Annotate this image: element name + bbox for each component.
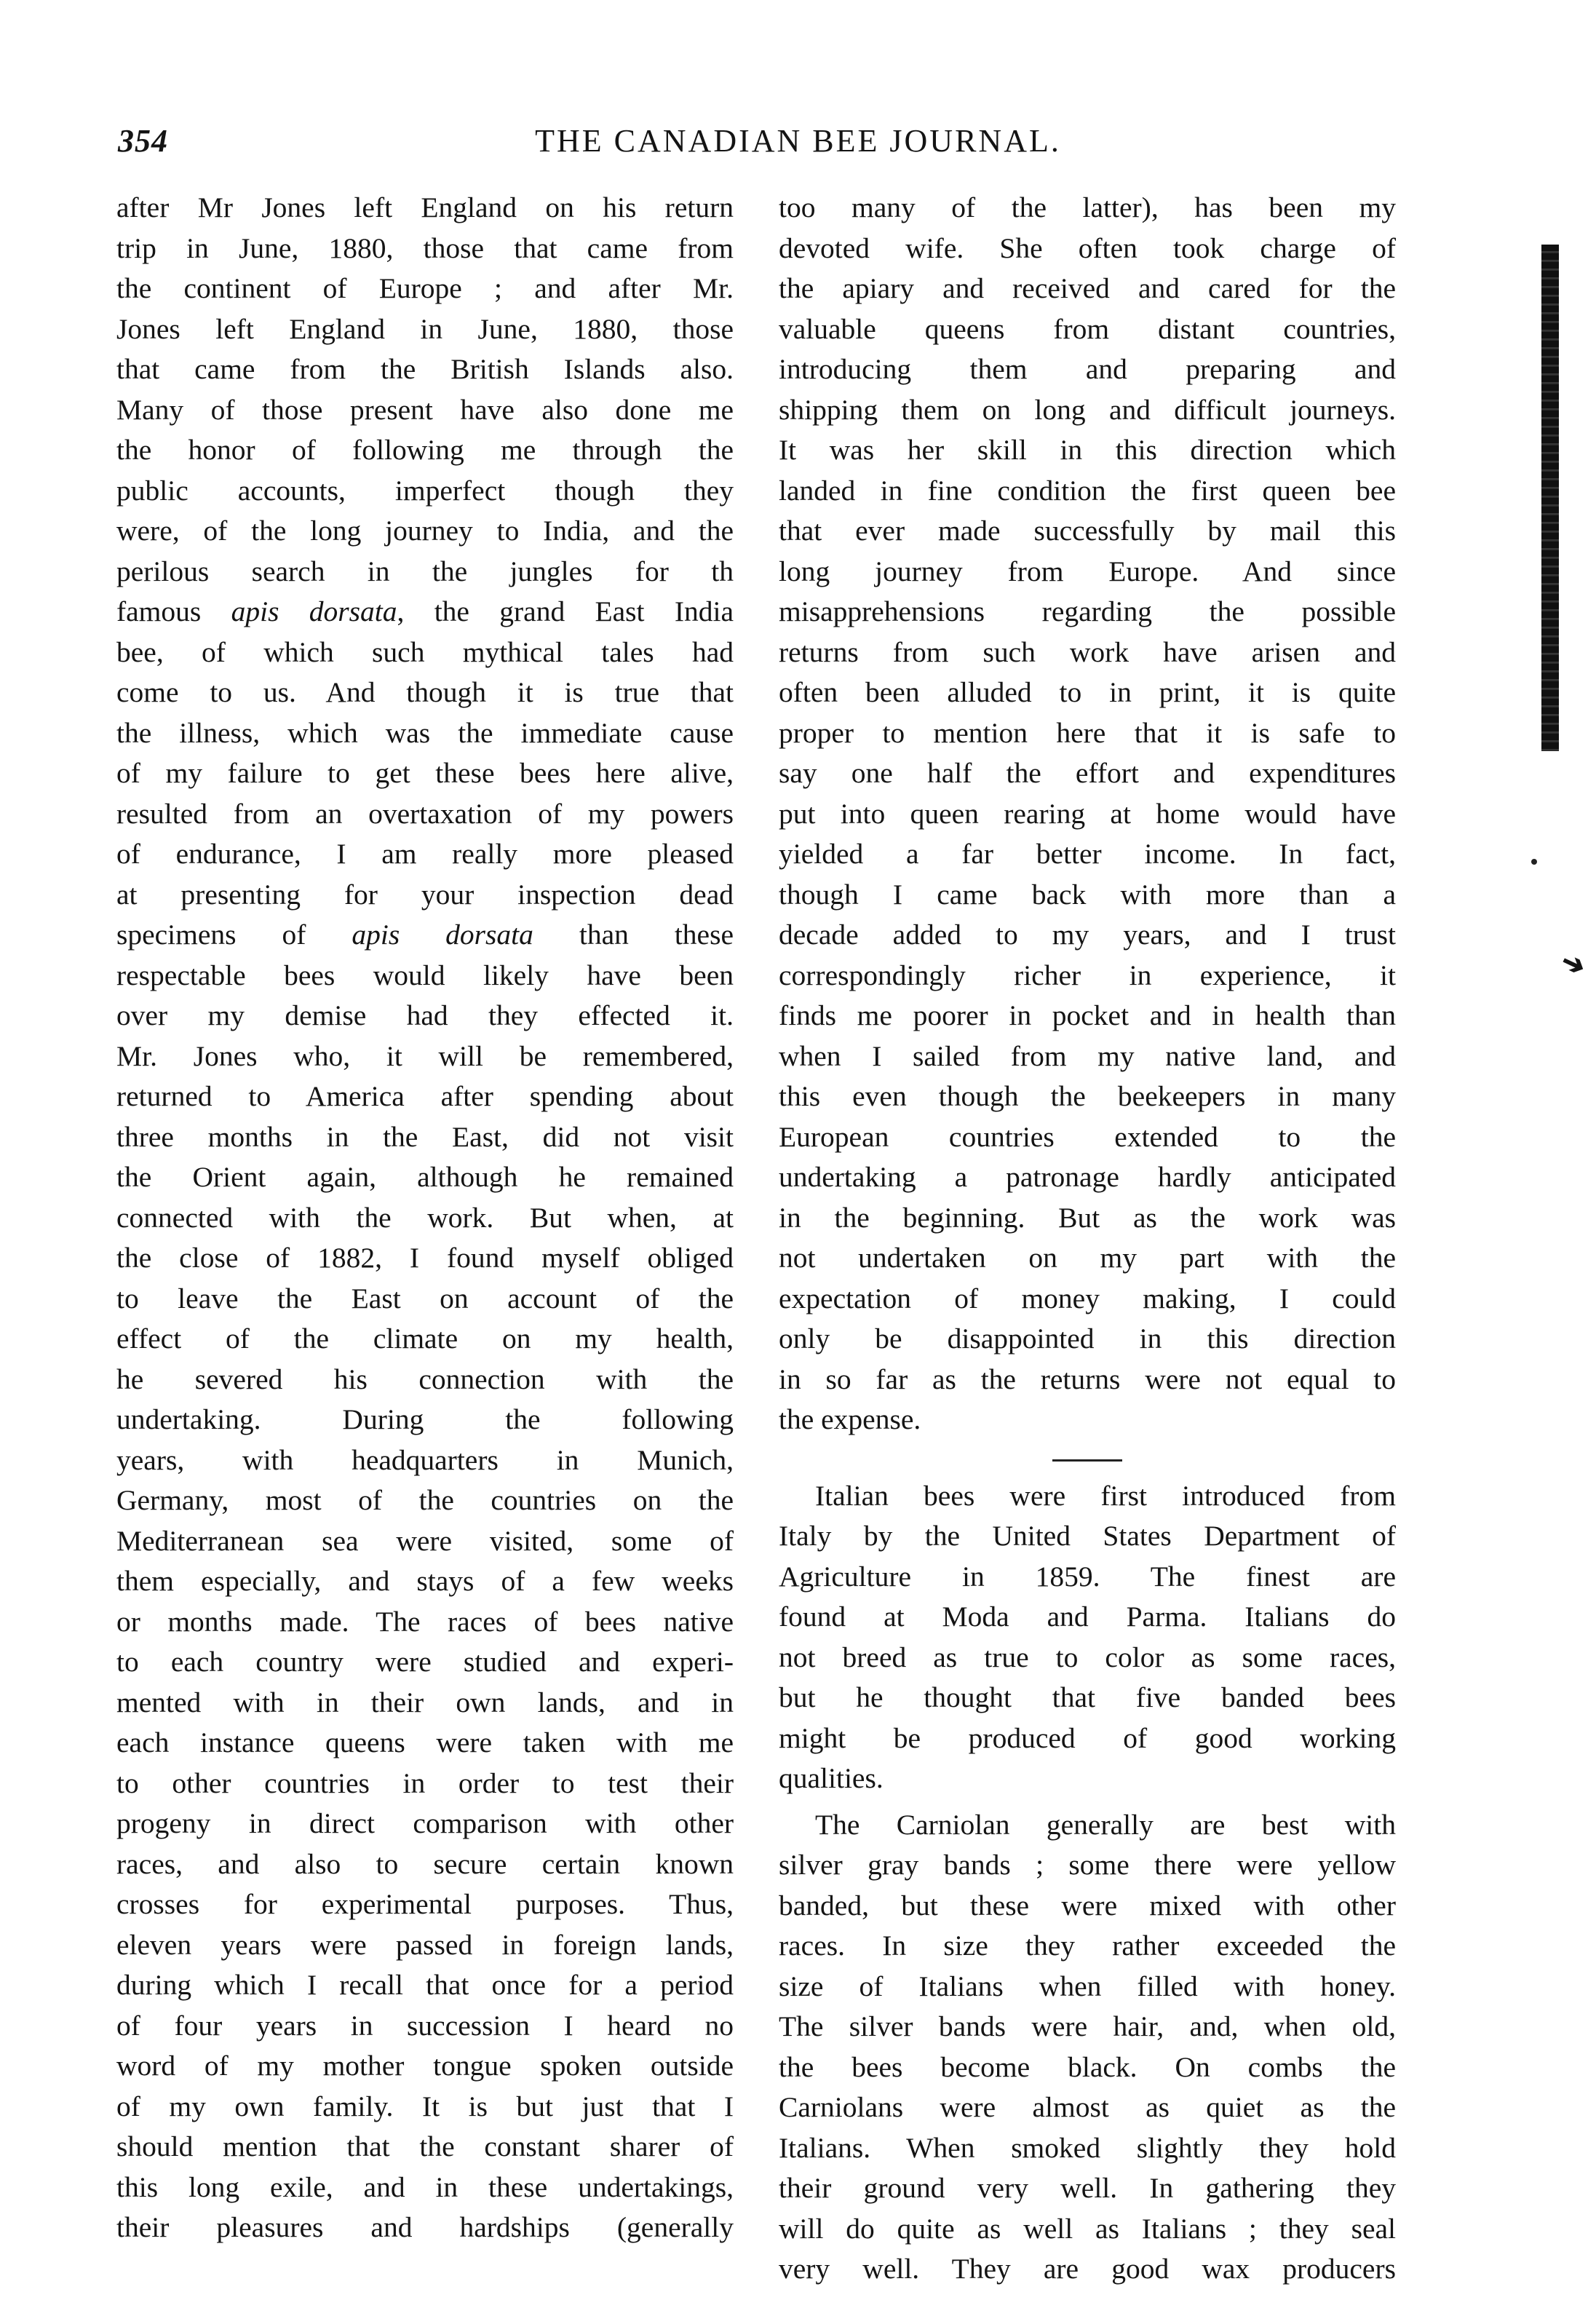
text-line: Agriculture in 1859. The finest are xyxy=(779,1560,1396,1593)
text-line: landed in fine condition the first queen bee xyxy=(779,474,1396,507)
text-line: Germany, most of the countries on the xyxy=(116,1484,734,1516)
text-line: three months in the East, did not visit xyxy=(116,1120,734,1153)
text-line: to each country were studied and experi- xyxy=(116,1646,734,1678)
text-line: often been alluded to in print, it is quite xyxy=(779,676,1396,708)
text-line: the illness, which was the immediate cause xyxy=(116,716,734,749)
text-line: when I sailed from my native land, and xyxy=(779,1039,1396,1072)
text-line: in so far as the returns were not equal to xyxy=(779,1363,1396,1395)
running-head: THE CANADIAN BEE JOURNAL. xyxy=(535,123,1061,159)
text-line: too many of the latter), has been my xyxy=(779,191,1396,223)
text-line: found at Moda and Parma. Italians do xyxy=(779,1601,1396,1633)
species-name: apis dorsata xyxy=(231,595,397,627)
text-line: but he thought that five banded bees xyxy=(779,1681,1396,1713)
text-line: to leave the East on account of the xyxy=(116,1282,734,1314)
text-line: were, of the long journey to India, and the xyxy=(116,515,734,547)
text-line: connected with the work. But when, at xyxy=(116,1201,734,1234)
text-line: races, and also to secure certain known xyxy=(116,1847,734,1880)
left-column xyxy=(116,188,734,2248)
text-line: the close of 1882, I found myself obliged xyxy=(116,1242,734,1274)
text-line: at presenting for your inspection dead xyxy=(116,878,734,911)
text-line: correspondingly richer in experience, it xyxy=(779,959,1396,991)
text-line: progeny in direct comparison with other xyxy=(116,1807,734,1839)
text-line: Mr. Jones who, it will be remembered, xyxy=(116,1039,734,1072)
text-line: eleven years were passed in foreign lands, xyxy=(116,1928,734,1961)
text-line: should mention that the constant sharer of xyxy=(116,2130,734,2162)
text-line: crosses for experimental purposes. Thus, xyxy=(116,1888,734,1920)
text-line: expectation of money making, I could xyxy=(779,1282,1396,1314)
text-line: put into queen rearing at home would have xyxy=(779,797,1396,830)
text-line: not breed as true to color as some races, xyxy=(779,1641,1396,1673)
text-line: of four years in succession I heard no xyxy=(116,2009,734,2042)
text-line: after Mr Jones left England on his return xyxy=(116,191,734,223)
text-line: misapprehensions regarding the possible xyxy=(779,595,1396,627)
text-line: respectable bees would likely have been xyxy=(116,959,734,991)
text-line: famous apis dorsata, the grand East India xyxy=(116,595,734,627)
text-line: though I came back with more than a xyxy=(779,878,1396,911)
text-line: Italian bees were first introduced from xyxy=(815,1479,1396,1512)
text-line: races. In size they rather exceeded the xyxy=(779,1930,1396,1962)
section-divider xyxy=(1052,1459,1122,1462)
text-line: mented with in their own lands, and in xyxy=(116,1686,734,1718)
text-line: the bees become black. On combs the xyxy=(779,2050,1396,2083)
text-line: perilous search in the jungles for th xyxy=(116,555,734,587)
text-line: undertaking a patronage hardly anticipated xyxy=(779,1161,1396,1193)
text-line: their pleasures and hardships (generally xyxy=(116,2211,734,2243)
text-line: Mediterranean sea were visited, some of xyxy=(116,1524,734,1557)
paragraph-gap xyxy=(779,1799,1396,1805)
text-line: size of Italians when filled with honey. xyxy=(779,1970,1396,2002)
text-line: might be produced of good working xyxy=(779,1721,1396,1754)
text-line: The Carniolan generally are best with xyxy=(815,1808,1396,1841)
text-line: of endurance, I am really more pleased xyxy=(116,838,734,870)
text-line: trip in June, 1880, those that came from xyxy=(116,231,734,264)
text-line: decade added to my years, and I trust xyxy=(779,919,1396,951)
paragraph-carniolan-bees xyxy=(779,1805,1396,2290)
text-line: say one half the effort and expenditures xyxy=(779,757,1396,789)
text-line: years, with headquarters in Munich, xyxy=(116,1443,734,1476)
text-line: very well. They are good wax producers xyxy=(779,2253,1396,2285)
text-line: returned to America after spending about xyxy=(116,1080,734,1112)
text-line: shipping them on long and difficult journeys. xyxy=(779,393,1396,426)
margin-tick-mark: ➔ xyxy=(1556,945,1591,983)
text-line: introducing them and preparing and xyxy=(779,353,1396,385)
text-line: he severed his connection with the xyxy=(116,1363,734,1395)
text-line: the continent of Europe ; and after Mr. xyxy=(116,272,734,304)
text-line: long journey from Europe. And since xyxy=(779,555,1396,587)
text-line: of my own family. It is but just that I xyxy=(116,2090,734,2122)
text-line: yielded a far better income. In fact, xyxy=(779,838,1396,870)
text-line: proper to mention here that it is safe to xyxy=(779,716,1396,749)
text-line: Italy by the United States Department of xyxy=(779,1520,1396,1552)
text-line: European countries extended to the xyxy=(779,1120,1396,1153)
text-line: specimens of apis dorsata than these xyxy=(116,919,734,951)
text-line: only be disappointed in this direction xyxy=(779,1322,1396,1355)
text-line: not undertaken on my part with the xyxy=(779,1242,1396,1274)
text-line: undertaking. During the following xyxy=(116,1403,734,1435)
text-line: returns from such work have arisen and xyxy=(779,635,1396,668)
text-line: over my demise had they effected it. xyxy=(116,999,734,1031)
text-line: their ground very well. In gathering they xyxy=(779,2172,1396,2204)
text-line: in the beginning. But as the work was xyxy=(779,1201,1396,1234)
text-line: Carniolans were almost as quiet as the xyxy=(779,2091,1396,2123)
margin-scan-bar xyxy=(1541,245,1559,751)
text-line: or months made. The races of bees native xyxy=(116,1605,734,1638)
text-line: Jones left England in June, 1880, those xyxy=(116,312,734,345)
text-line: them especially, and stays of a few weeks xyxy=(116,1565,734,1597)
text-line: Many of those present have also done me xyxy=(116,393,734,426)
text-line: effect of the climate on my health, xyxy=(116,1322,734,1355)
text-line: The silver bands were hair, and, when old, xyxy=(779,2010,1396,2042)
text-line: public accounts, imperfect though they xyxy=(116,474,734,507)
text-line: each instance queens were taken with me xyxy=(116,1726,734,1758)
text-line: banded, but these were mixed with other xyxy=(779,1889,1396,1922)
paragraph-wife-expense xyxy=(779,188,1396,1440)
text-line: this long exile, and in these undertakings, xyxy=(116,2170,734,2203)
text-line: the expense. xyxy=(779,1403,921,1435)
text-line: devoted wife. She often took charge of xyxy=(779,231,1396,264)
text-line: will do quite as well as Italians ; they seal xyxy=(779,2212,1396,2245)
text-line: that came from the British Islands also. xyxy=(116,353,734,385)
text-line: silver gray bands ; some there were yellow xyxy=(779,1849,1396,1881)
right-column xyxy=(779,188,1396,2290)
text-line: valuable queens from distant countries, xyxy=(779,312,1396,345)
paragraph-italian-bees xyxy=(779,1476,1396,1799)
text-line: finds me poorer in pocket and in health than xyxy=(779,999,1396,1031)
text-line: Italians. When smoked slightly they hold xyxy=(779,2131,1396,2164)
text-line: word of my mother tongue spoken outside xyxy=(116,2050,734,2082)
text-line: It was her skill in this direction which xyxy=(779,434,1396,466)
page-number: 354 xyxy=(118,123,168,159)
text-line: to other countries in order to test their xyxy=(116,1766,734,1799)
text-line: resulted from an overtaxation of my powers xyxy=(116,797,734,830)
text-line: of my failure to get these bees here alive, xyxy=(116,757,734,789)
text-line: this even though the beekeepers in many xyxy=(779,1080,1396,1112)
text-line: come to us. And though it is true that xyxy=(116,676,734,708)
text-line: bee, of which such mythical tales had xyxy=(116,635,734,668)
species-name: apis dorsata xyxy=(352,919,533,951)
text-line: qualities. xyxy=(779,1762,884,1794)
text-line: the apiary and received and cared for the xyxy=(779,272,1396,304)
text-line: during which I recall that once for a period xyxy=(116,1969,734,2001)
text-line: the honor of following me through the xyxy=(116,434,734,466)
text-line: that ever made successfully by mail this xyxy=(779,515,1396,547)
margin-dot xyxy=(1531,859,1537,865)
text-line: the Orient again, although he remained xyxy=(116,1161,734,1193)
